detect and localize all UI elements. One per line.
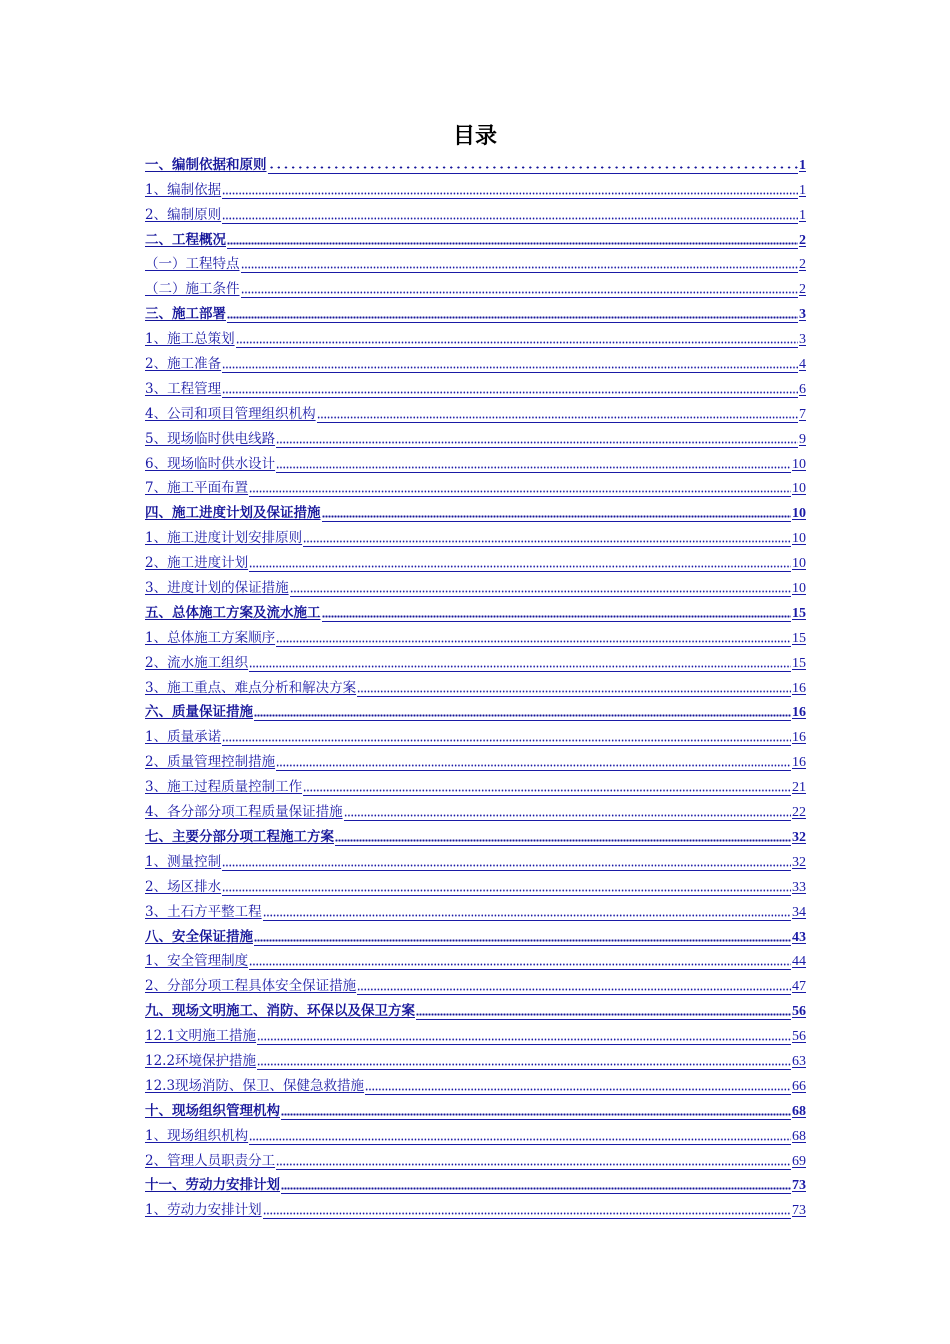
toc-page-number: 1 — [799, 207, 806, 223]
toc-dot-leader — [276, 753, 791, 771]
toc-section-link[interactable] — [145, 348, 806, 373]
toc-entry-label: 4、各分部分项工程质量保证措施 — [145, 804, 343, 821]
toc-entry-label: 2、施工准备 — [145, 356, 222, 373]
toc-entry-label: 二、工程概况 — [145, 231, 226, 248]
toc-section-link[interactable] — [145, 1045, 806, 1070]
toc-chapter-link[interactable] — [145, 224, 806, 249]
toc-entry-label: 7、施工平面布置 — [145, 480, 249, 497]
toc-page-number: 47 — [792, 979, 806, 995]
toc-dot-leader — [317, 405, 798, 423]
toc-section-link[interactable] — [145, 174, 806, 199]
toc-dot-leader — [249, 952, 791, 970]
toc-section-link[interactable] — [145, 1145, 806, 1170]
toc-chapter-link[interactable] — [145, 497, 806, 522]
toc-dot-leader — [365, 1077, 791, 1095]
toc-page-number: 15 — [792, 605, 806, 621]
toc-entry-label: 1、施工总策划 — [145, 331, 235, 348]
toc-entry-label: 1、总体施工方案顺序 — [145, 629, 276, 646]
toc-page-number: 21 — [792, 780, 806, 796]
toc-title: 目录 — [452, 123, 497, 149]
toc-dot-leader — [263, 903, 791, 921]
toc-entry-label: 七、主要分部分项工程施工方案 — [145, 828, 334, 845]
toc-dot-leader — [222, 355, 798, 373]
toc-section-link[interactable] — [145, 647, 806, 672]
toc-section-link[interactable] — [145, 896, 806, 921]
toc-entry-label: 2、质量管理控制措施 — [145, 754, 276, 771]
toc-dot-leader — [249, 654, 791, 672]
table-of-contents — [145, 149, 806, 1219]
toc-entry-label: 3、施工重点、难点分析和解决方案 — [145, 679, 357, 696]
toc-entry-label: 八、安全保证措施 — [145, 928, 253, 945]
toc-dot-leader — [249, 554, 791, 572]
toc-entry-label: 四、施工进度计划及保证措施 — [145, 505, 321, 522]
toc-page-number: 22 — [792, 805, 806, 821]
toc-section-link[interactable] — [145, 373, 806, 398]
toc-dot-leader — [290, 579, 791, 597]
toc-entry-label: （一）工程特点 — [145, 256, 240, 273]
toc-page-number: 2 — [799, 232, 806, 248]
toc-dot-leader — [227, 231, 798, 249]
toc-dot-leader — [303, 778, 791, 796]
toc-page-number: 4 — [799, 357, 806, 373]
toc-dot-leader — [249, 479, 791, 497]
toc-section-link[interactable] — [145, 398, 806, 423]
toc-entry-label: 4、公司和项目管理组织机构 — [145, 405, 316, 422]
toc-entry-label: 六、质量保证措施 — [145, 704, 253, 721]
toc-dot-leader — [222, 728, 791, 746]
toc-entry-label: 5、现场临时供电线路 — [145, 430, 276, 447]
toc-page-number: 73 — [792, 1203, 806, 1219]
toc-chapter-link[interactable] — [145, 597, 806, 622]
toc-dot-leader — [303, 529, 791, 547]
toc-page-number: 9 — [799, 431, 806, 447]
toc-page-number: 32 — [792, 854, 806, 870]
toc-section-link[interactable] — [145, 771, 806, 796]
toc-entry-label: 2、分部分项工程具体安全保证措施 — [145, 978, 357, 995]
toc-page-number: 6 — [799, 381, 806, 397]
toc-page-number: 10 — [792, 531, 806, 547]
toc-chapter-link[interactable] — [145, 1095, 806, 1120]
toc-dot-leader — [254, 703, 791, 721]
toc-dot-leader — [357, 679, 791, 697]
toc-section-link[interactable] — [145, 846, 806, 871]
toc-entry-label: 12.3现场消防、保卫、保健急救措施 — [145, 1077, 365, 1094]
toc-page-number: 16 — [792, 680, 806, 696]
toc-page-number: 34 — [792, 904, 806, 920]
toc-dot-leader — [281, 1176, 791, 1194]
toc-dot-leader — [276, 430, 798, 448]
toc-entry-label: 3、进度计划的保证措施 — [145, 580, 289, 597]
toc-entry-label: 九、现场文明施工、消防、环保以及保卫方案 — [145, 1003, 415, 1020]
toc-dot-leader — [276, 629, 791, 647]
toc-dot-leader — [227, 305, 798, 323]
toc-dot-leader — [257, 1027, 791, 1045]
toc-page-number: 3 — [799, 332, 806, 348]
toc-section-link[interactable] — [145, 746, 806, 771]
toc-entry-label: 一、编制依据和原则 — [145, 156, 267, 173]
toc-section-link[interactable] — [145, 199, 806, 224]
toc-dot-leader — [322, 504, 792, 522]
toc-chapter-link[interactable] — [145, 821, 806, 846]
toc-chapter-link[interactable] — [145, 995, 806, 1020]
toc-dot-leader — [222, 380, 798, 398]
toc-dot-leader — [222, 181, 798, 199]
toc-chapter-link[interactable] — [145, 1170, 806, 1195]
toc-section-link[interactable] — [145, 473, 806, 498]
toc-page-number: 1 — [799, 182, 806, 198]
toc-entry-label: 1、劳动力安排计划 — [145, 1202, 262, 1219]
toc-entry-label: 2、编制原则 — [145, 206, 222, 223]
toc-section-link[interactable] — [145, 572, 806, 597]
toc-dot-leader — [276, 455, 791, 473]
toc-entry-label: 1、测量控制 — [145, 853, 222, 870]
toc-entry-label: 1、施工进度计划安排原则 — [145, 530, 303, 547]
toc-entry-label: 2、施工进度计划 — [145, 555, 249, 572]
toc-page-number: 43 — [792, 929, 806, 945]
toc-page-number: 3 — [799, 307, 806, 323]
toc-chapter-link[interactable] — [145, 298, 806, 323]
toc-section-link[interactable] — [145, 970, 806, 995]
toc-dot-leader — [276, 1152, 791, 1170]
toc-section-link[interactable] — [145, 448, 806, 473]
toc-page-number: 33 — [792, 879, 806, 895]
toc-section-link[interactable] — [145, 273, 806, 298]
toc-entry-label: 1、现场组织机构 — [145, 1127, 249, 1144]
toc-entry-label: 3、施工过程质量控制工作 — [145, 779, 303, 796]
toc-page-number: 15 — [792, 655, 806, 671]
toc-entry-label: 十、现场组织管理机构 — [145, 1102, 280, 1119]
toc-page-number: 44 — [792, 954, 806, 970]
toc-entry-label: 3、土石方平整工程 — [145, 903, 262, 920]
toc-section-link[interactable] — [145, 249, 806, 274]
toc-dot-leader — [222, 206, 798, 224]
toc-section-link[interactable] — [145, 946, 806, 971]
toc-section-link[interactable] — [145, 796, 806, 821]
toc-page-number: 32 — [792, 829, 806, 845]
toc-section-link[interactable] — [145, 721, 806, 746]
toc-page-number: 69 — [792, 1153, 806, 1169]
toc-entry-label: 3、工程管理 — [145, 380, 222, 397]
toc-section-link[interactable] — [145, 871, 806, 896]
toc-section-link[interactable] — [145, 1194, 806, 1219]
toc-entry-label: 1、编制依据 — [145, 181, 222, 198]
toc-page-number: 10 — [792, 581, 806, 597]
toc-page-number: 16 — [792, 730, 806, 746]
toc-section-link[interactable] — [145, 1070, 806, 1095]
toc-page-number: 10 — [792, 556, 806, 572]
toc-dot-leader — [222, 878, 791, 896]
toc-entry-label: 十一、劳动力安排计划 — [145, 1177, 280, 1194]
toc-page-number: 2 — [799, 257, 806, 273]
toc-page-number: 63 — [792, 1053, 806, 1069]
toc-entry-label: 2、场区排水 — [145, 878, 222, 895]
toc-page-number: 1 — [799, 157, 806, 173]
toc-entry-label: 6、现场临时供水设计 — [145, 455, 276, 472]
toc-page-number: 73 — [792, 1178, 806, 1194]
toc-dot-leader — [241, 280, 799, 298]
toc-chapter-link[interactable] — [145, 921, 806, 946]
toc-dot-leader — [222, 853, 791, 871]
toc-section-link[interactable] — [145, 323, 806, 348]
toc-page-number: 68 — [792, 1128, 806, 1144]
toc-chapter-link[interactable] — [145, 697, 806, 722]
toc-page-number: 56 — [792, 1004, 806, 1020]
toc-page-number: 16 — [792, 705, 806, 721]
toc-page-number: 56 — [792, 1029, 806, 1045]
toc-section-link[interactable] — [145, 672, 806, 697]
toc-dot-leader — [322, 604, 792, 622]
toc-page-number: 16 — [792, 755, 806, 771]
toc-section-link[interactable] — [145, 1020, 806, 1045]
toc-section-link[interactable] — [145, 547, 806, 572]
toc-page-number: 2 — [799, 282, 806, 298]
toc-entry-label: 五、总体施工方案及流水施工 — [145, 604, 321, 621]
toc-dot-leader — [241, 255, 799, 273]
toc-entry-label: 1、安全管理制度 — [145, 953, 249, 970]
toc-section-link[interactable] — [145, 622, 806, 647]
toc-entry-label: 12.1文明施工措施 — [145, 1028, 257, 1045]
toc-dot-leader — [257, 1052, 791, 1070]
toc-page-number: 10 — [792, 506, 806, 522]
toc-section-link[interactable] — [145, 423, 806, 448]
toc-page-number: 10 — [792, 456, 806, 472]
toc-dot-leader — [357, 977, 791, 995]
toc-dot-leader — [236, 330, 798, 348]
toc-entry-label: 1、质量承诺 — [145, 729, 222, 746]
toc-page-number: 66 — [792, 1078, 806, 1094]
toc-entry-label: 2、流水施工组织 — [145, 654, 249, 671]
toc-dot-leader — [268, 156, 799, 174]
toc-page-number: 68 — [792, 1103, 806, 1119]
toc-dot-leader — [416, 1002, 791, 1020]
toc-entry-label: 三、施工部署 — [145, 306, 226, 323]
toc-chapter-link[interactable] — [145, 149, 806, 174]
toc-dot-leader — [263, 1201, 791, 1219]
toc-entry-label: 2、管理人员职责分工 — [145, 1152, 276, 1169]
toc-page-number: 7 — [799, 406, 806, 422]
toc-dot-leader — [335, 828, 791, 846]
toc-entry-label: （二）施工条件 — [145, 281, 240, 298]
toc-dot-leader — [344, 803, 791, 821]
toc-entry-label: 12.2环境保护措施 — [145, 1052, 257, 1069]
toc-page-number: 10 — [792, 481, 806, 497]
toc-dot-leader — [254, 928, 791, 946]
toc-section-link[interactable] — [145, 1120, 806, 1145]
toc-dot-leader — [281, 1102, 791, 1120]
toc-dot-leader — [249, 1127, 791, 1145]
toc-section-link[interactable] — [145, 522, 806, 547]
toc-page-number: 15 — [792, 630, 806, 646]
